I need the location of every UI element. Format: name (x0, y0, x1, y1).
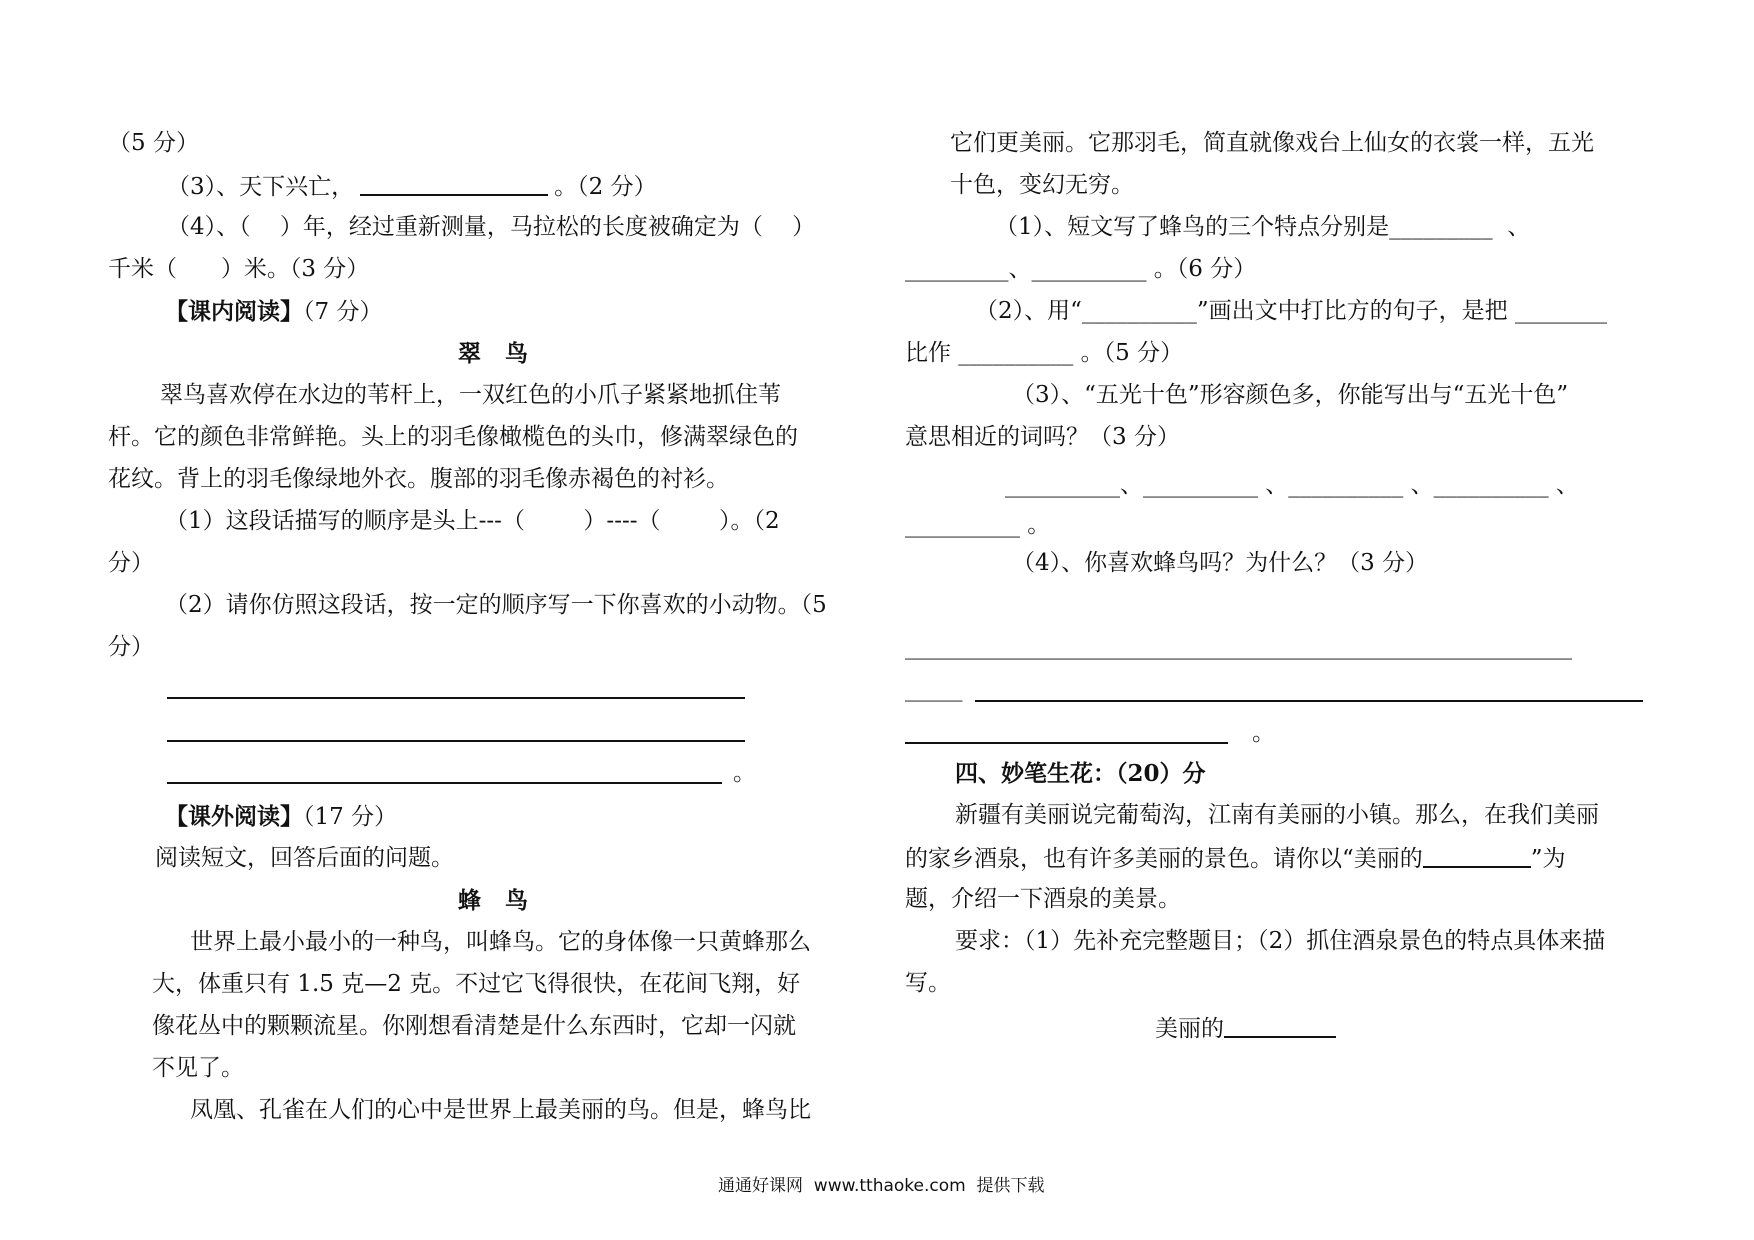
passage-line: 十色，变幻无穷。 (950, 172, 1134, 198)
section-kenei-title: 【课内阅读】 (165, 298, 303, 325)
answer-line[interactable] (167, 697, 745, 699)
essay-title-label: 美丽的 (1155, 1016, 1224, 1042)
writing-requirement-cont: 写。 (905, 970, 951, 996)
writing-prompt-line (905, 846, 1566, 871)
question-4-line1: （4）、（ ）年，经过重新测量，马拉松的长度被确定为（ ） (167, 214, 816, 240)
kenei-question-2-cont: 分） (108, 634, 154, 660)
writing-prompt-text: 的家乡酒泉，也有许多美丽的景色。请你以“美丽的 (905, 846, 1423, 872)
passage-line: 杆。它的颜色非常鲜艳。头上的羽毛像橄榄色的头巾，修满翠绿色的 (108, 424, 798, 450)
answer-line[interactable] (167, 782, 722, 784)
kewai-question-3-cont: 意思相近的词吗？（3 分） (905, 424, 1180, 450)
section-kewai-score: （17 分） (303, 804, 398, 830)
writing-requirement: 要求：（1）先补充完整题目；（2）抓住酒泉景色的特点具体来描 (955, 928, 1606, 954)
section-kewai-heading (165, 805, 397, 829)
essay-title-blank[interactable] (1224, 1014, 1336, 1038)
section-kewai-title: 【课外阅读】 (165, 803, 303, 830)
kenei-question-2: （2）请你仿照这段话，按一定的顺序写一下你喜欢的小动物。（5 (165, 592, 827, 618)
period: 。 (1252, 720, 1275, 746)
score-note: （5 分） (108, 130, 199, 156)
kewai-question-3: （3）、“五光十色”形容颜色多，你能写出与“五光十色” (1012, 382, 1569, 408)
writing-prompt-line: 新疆有美丽说完葡萄沟，江南有美丽的小镇。那么，在我们美丽 (955, 802, 1599, 828)
answer-blank[interactable] (360, 174, 548, 196)
answer-dashes[interactable]: __________________________________________________________ (905, 634, 1572, 660)
writing-prompt-text-end: ”为 (1530, 846, 1566, 872)
answer-line[interactable] (975, 700, 1643, 702)
writing-prompt-line: 题，介绍一下酒泉的美景。 (905, 886, 1181, 912)
kewai-question-2: （2）、用“__________”画出文中打比方的句子，是把 ________ (975, 298, 1607, 324)
passage-line: 像花丛中的颗颗流星。你刚想看清楚是什么东西时，它却一闪就 (152, 1013, 796, 1039)
kewai-question-1: （1）、短文写了蜂鸟的三个特点分别是_________ 、 (995, 214, 1531, 240)
passage-line: 世界上最小最小的一种鸟，叫蜂鸟。它的身体像一只黄蜂那么 (190, 929, 811, 955)
passage-line: 不见了。 (152, 1055, 244, 1081)
kenei-question-1-cont: 分） (108, 550, 154, 576)
kenei-question-1: （1）这段话描写的顺序是头上---（ ）----（ ）。（2 (165, 508, 780, 534)
passage-line: 花纹。背上的羽毛像绿地外衣。腹部的羽毛像赤褐色的衬衫。 (108, 466, 729, 492)
answer-line[interactable] (167, 740, 745, 742)
passage-line: 翠鸟喜欢停在水边的苇杆上，一双红色的小爪子紧紧地抓住苇 (160, 382, 781, 408)
period: 。 (733, 760, 756, 786)
kewai-question-3-blanks-2[interactable]: __________ 。 (905, 512, 1051, 538)
kewai-intro: 阅读短文，回答后面的问题。 (155, 845, 454, 871)
passage-title-fengniao: 蜂 鸟 (458, 887, 529, 914)
kewai-question-4: （4）、你喜欢蜂鸟吗？为什么？（3 分） (1012, 550, 1429, 576)
passage-line: 它们更美丽。它那羽毛，简直就像戏台上仙女的衣裳一样，五光 (950, 130, 1594, 156)
question-3-tail: 。（2 分） (554, 174, 657, 200)
title-blank[interactable] (1423, 846, 1531, 868)
passage-line: 大，体重只有 1.5 克—2 克。不过它飞得很快，在花间飞翔，好 (152, 971, 801, 997)
answer-dashes-short[interactable]: _____ (905, 676, 963, 702)
question-3-text: （3）、天下兴亡， (167, 174, 355, 200)
question-3 (167, 174, 657, 199)
section-kenei-heading (165, 300, 382, 324)
passage-title-cuiniao: 翠 鸟 (458, 340, 529, 367)
kewai-question-1-cont: _________、__________ 。（6 分） (905, 256, 1257, 282)
kewai-question-3-blanks[interactable]: __________、__________ 、__________ 、__________ 、 (1005, 472, 1579, 498)
answer-line[interactable] (905, 742, 1228, 744)
kewai-question-2-cont: 比作 __________ 。（5 分） (905, 340, 1184, 366)
essay-title (1155, 1014, 1336, 1041)
section-4-title: 四、妙笔生花：（20）分 (955, 760, 1206, 787)
section-kenei-score: （7 分） (303, 299, 383, 325)
passage-line: 凤凰、孔雀在人们的心中是世界上最美丽的鸟。但是，蜂鸟比 (190, 1097, 811, 1123)
footer-credit: 通通好课网 www.tthaoke.com 提供下载 (718, 1176, 1045, 1196)
question-4-line2: 千米（ ）米。（3 分） (108, 256, 370, 282)
